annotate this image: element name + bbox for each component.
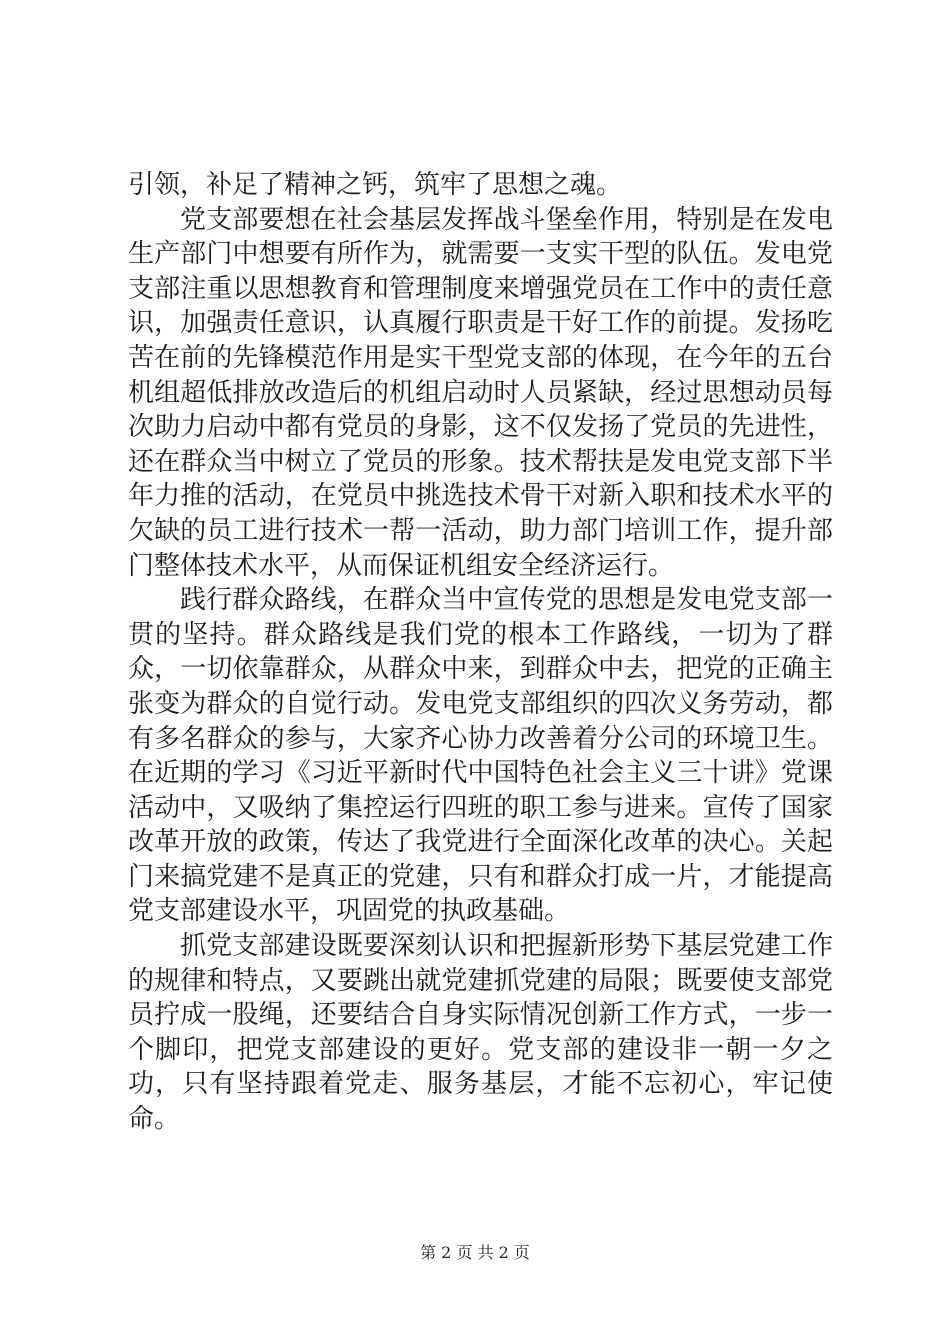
paragraph-practical-team: 党支部要想在社会基层发挥战斗堡垒作用，特别是在发电生产部门中想要有所作为，就需要一支实干型的队伍。发电党支部注重以思想教育和管理制度来增强党员在工作中的责任意识，加强责任意识，认真履行职责是干好工作的前提。发扬吃苦在前的先锋模范作用是实干型党支部的体现，在今年的五台机组超低排放改造后的机组启动时人员紧缺，经过思想动员每次助力启动中都有党员的身影，这不仅发扬了党员的先进性，还在群众当中树立了党员的形象。技术帮扶是发电党支部下半年力推的活动，在党员中挑选技术骨干对新入职和技术水平的欠缺的员工进行技术一帮一活动，助力部门培训工作，提升部门整体技术水平，从而保证机组安全经济运行。	[128, 204, 833, 581]
page-footer: 第 2 页 共 2 页	[420, 1243, 530, 1262]
paragraph-continuation: 引领，补足了精神之钙，筑牢了思想之魂。	[128, 170, 623, 200]
document-body	[128, 168, 833, 1137]
paragraph-conclusion: 抓党支部建设既要深刻认识和把握新形势下基层党建工作的规律和特点，又要跳出就党建抓党建的局限；既要使支部党员拧成一股绳，还要结合自身实际情况创新工作方式，一步一个脚印，把党支部建设的更好。党支部的建设非一朝一夕之功，只有坚持跟着党走、服务基层，才能不忘初心，牢记使命。	[128, 931, 833, 1135]
paragraph-mass-line: 践行群众路线，在群众当中宣传党的思想是发电党支部一贯的坚持。群众路线是我们党的根本工作路线，一切为了群众，一切依靠群众，从群众中来，到群众中去，把党的正确主张变为群众的自觉行动。发电党支部组织的四次义务劳动，都有多名群众的参与，大家齐心协力改善着分公司的环境卫生。在近期的学习《习近平新时代中国特色社会主义三十讲》党课活动中，又吸纳了集控运行四班的职工参与进来。宣传了国家改革开放的政策，传达了我党进行全面深化改革的决心。关起门来搞党建不是真正的党建，只有和群众打成一片，才能提高党支部建设水平，巩固党的执政基础。	[128, 585, 833, 927]
